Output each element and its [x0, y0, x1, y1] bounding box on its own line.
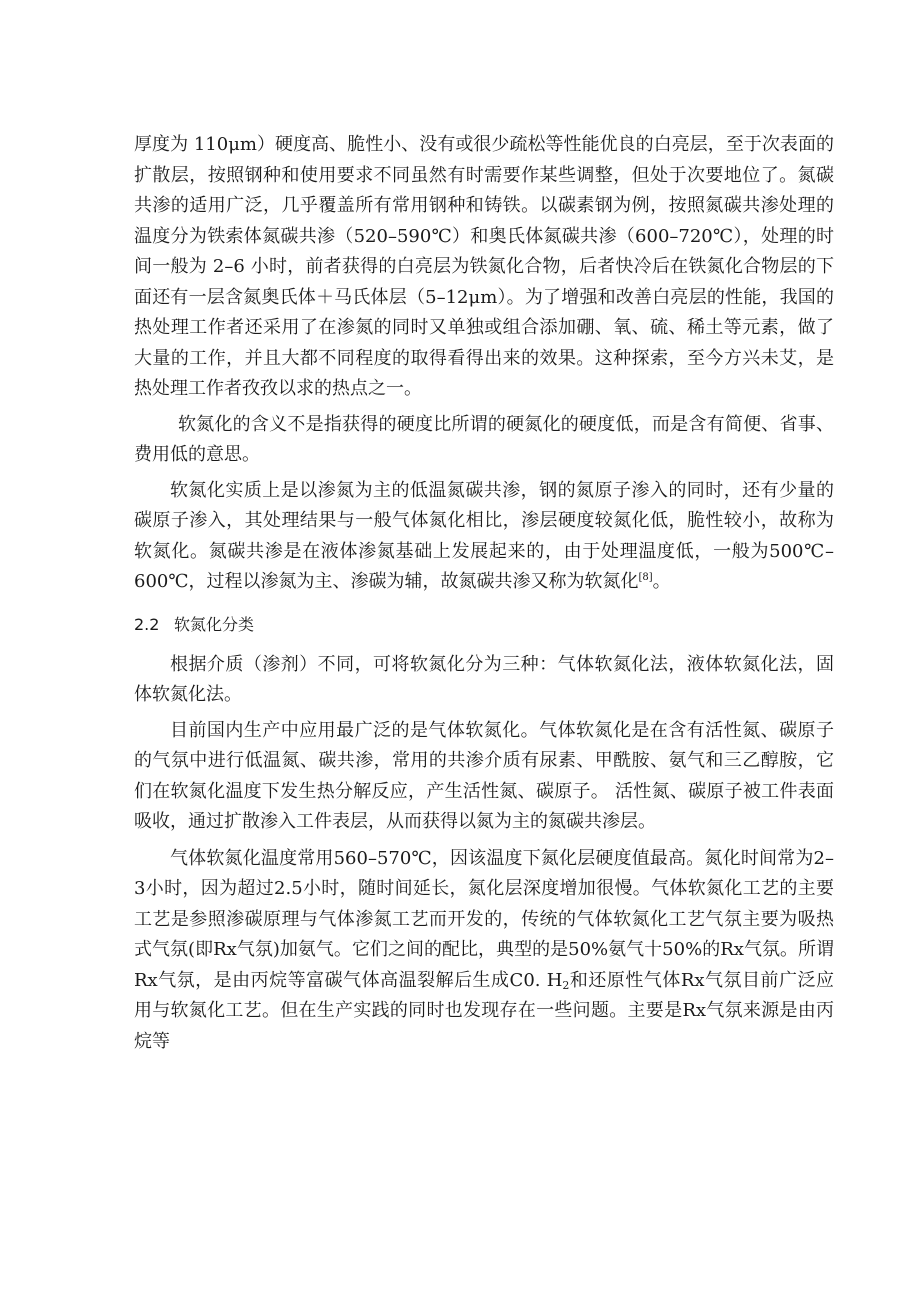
paragraph-soft-nitriding-essence-text: 软氮化实质上是以渗氮为主的低温氮碳共渗，钢的氮原子渗入的同时，还有少量的碳原子渗入，其处理结果与一般气体氮化相比，渗层硬度较氮化低，脆性较小，故称为软氮化。氮碳共渗是在液体渗氮基础上发展起来的，由于处理温度低，一般为500℃–600℃，过程以渗氮为主、渗碳为辅，故氮碳共渗又称为软氮化: [134, 479, 834, 592]
paragraph-white-layer: 厚度为 110μm）硬度高、脆性小、没有或很少疏松等性能优良的白亮层，至于次表面的扩散层，按照钢种和使用要求不同虽然有时需要作某些调整，但处于次要地位了。氮碳共渗的适用广泛，几乎覆盖所有常用钢种和铸铁。以碳素钢为例，按照氮碳共渗处理的温度分为铁索体氮碳共渗（520–590℃）和奥氏体氮碳共渗（600–720℃），处理的时间一般为 2–6 小时，前者获得的白亮层为铁氮化合物，后者快冷后在铁氮化合物层的下面还有一层含氮奥氏体＋马氏体层（5–12μm）。为了增强和改善白亮层的性能，我国的热处理工作者还采用了在渗氮的同时又单独或组合添加硼、氧、硫、稀土等元素，做了大量的工作，并且大都不同程度的取得看得出来的效果。这种探索，至今方兴未艾，是热处理工作者孜孜以求的热点之一。: [134, 134, 834, 399]
subscript-two: 2: [562, 978, 570, 992]
paragraph-gas-soft-nitriding: 目前国内生产中应用最广泛的是气体软氮化。气体软氮化是在含有活性氮、碳原子的气氛中进行低温氮、碳共渗，常用的共渗介质有尿素、甲酰胺、氨气和三乙醇胺，它们在软氮化温度下发生热分解反应，产生活性氮、碳原子。 活性氮、碳原子被工件表面吸收，通过扩散渗入工件表层，从而获得以氮为主的氮碳共渗层。: [134, 719, 834, 832]
paragraph-gas-process-text-a: 气体软氮化温度常用560–570℃，因该温度下氮化层硬度值最高。氮化时间常为2–3小时，因为超过2.5小时，随时间延长，氮化层深度增加很慢。气体软氮化工艺的主要工艺是参照渗碳原理与气体渗氮工艺而开发的，传统的气体软氮化工艺气氛主要为吸热式气氛(即Rx气氛)加氨气。它们之间的配比，典型的是50%氨气十50%的Rx气氛。所谓Rx气氛，是由丙烷等富碳气体高温裂解后生成C0. H: [134, 847, 834, 991]
paragraph-soft-nitriding-essence: [134, 476, 834, 598]
paragraph-gas-process-text-b: 和还原性气体Rx气氛目前广泛应用与软氮化工艺。但在生产实践的同时也发现存在一些问题。主要是Rx气氛来源是由丙烷等: [134, 969, 834, 1052]
section-title: 软氮化分类: [174, 614, 255, 634]
paragraph-soft-nitriding-meaning: 软氮化的含义不是指获得的硬度比所谓的硬氮化的硬度低，而是含有简便、省事、费用低的意思。: [134, 413, 834, 465]
paragraph-gas-process: [134, 844, 834, 1058]
paragraph-classification: 根据介质（渗剂）不同，可将软氮化分为三种：气体软氮化法，液体软氮化法，固体软氮化法。: [134, 653, 834, 705]
section-number: 2.2: [134, 614, 160, 634]
page-content: [134, 130, 834, 1057]
paragraph-end-punctuation: 。: [652, 571, 671, 592]
section-heading: [134, 610, 834, 640]
citation-reference: [8]: [638, 572, 653, 583]
